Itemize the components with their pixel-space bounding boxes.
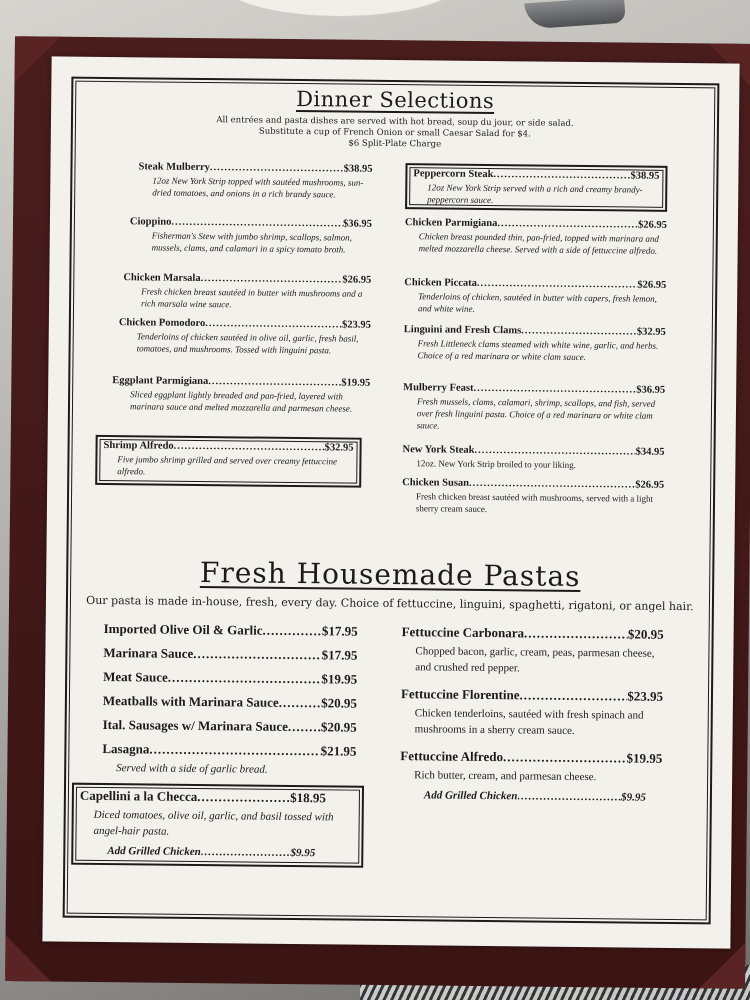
item-description: Chicken tenderloins, sautéed with fresh spinach and mushrooms in a sherry cream sauce. [414,707,644,737]
item-name: New York Steak [402,444,475,456]
item-price: $21.95 [320,743,357,759]
item-description: Rich butter, cream, and parmesan cheese. [414,769,597,784]
menu-item [109,272,371,320]
item-name: Chicken Parmigiana [404,217,498,230]
item-description: Fresh chicken breast sautéed with mushrooms, served with a light sherry cream sauce. [415,491,654,515]
item-description: Diced tomatoes, olive oil, garlic, and basil tossed with angel-hair pasta. [93,808,334,838]
menu-item [404,217,667,280]
menu-item [103,621,357,648]
featured-menu-item [405,163,667,212]
item-price: $17.95 [321,623,358,639]
menu-item [402,477,664,517]
item-name: Ital. Sausages w/ Marinara Sauce [102,716,288,734]
item-name: Mulberry Feast [403,382,474,394]
menu-item [401,624,664,689]
menu-item [109,216,372,275]
featured-menu-item [95,435,362,488]
item-price: $32.95 [324,442,354,454]
item-name: Chicken Piccata [404,277,477,289]
item-name: Meatballs with Marinara Sauce [102,692,279,710]
item-price: $36.95 [342,218,372,230]
add-on-price: $9.95 [290,846,316,860]
item-price: $38.95 [630,170,660,182]
menu-item [103,693,357,720]
item-description: 12oz. New York Strip broiled to your liking. [416,458,576,470]
item-description: Fresh mussels, clams, calamari, shrimp, scallops, and fish, served over fresh linguini pasta. Choice of a red marinara or white clam sauce. [416,396,656,431]
item-name: Steak Mulberry [138,161,211,174]
menu-item [403,382,666,447]
item-name: Eggplant Parmigiana [112,375,209,388]
item-name: Shrimp Alfredo [103,439,174,452]
add-on-label: Add Grilled Chicken [423,789,518,803]
item-description: Fresh chicken breast sautéed in butter with mushrooms and a rich marsala wine sauce. [141,286,363,310]
menu-item [102,717,356,744]
item-name: Fettuccine Florentine [400,686,520,703]
item-name: Capellini a la Checca [79,787,198,804]
item-price: $23.95 [627,688,664,704]
item-price: $38.95 [343,163,373,175]
menu-item [102,741,356,786]
menu-item [404,277,666,327]
item-name: Chicken Pomodoro [118,317,206,330]
item-description: Served with a side of garlic bread. [116,762,268,776]
pastas-subtitle: Our pasta is made in-house, fresh, every day. Choice of fettuccine, linguini, spaghetti, rigatoni, or angel hair. [86,593,694,614]
item-price: $19.95 [341,377,371,389]
menu-item [103,645,357,672]
item-description: Five jumbo shrimp grilled and served over creamy fettuccine alfredo. [117,454,338,477]
subtitle-line: $6 Split-Plate Charge [348,138,442,150]
item-name: Lasagna [102,740,150,757]
item-description: 12oz New York Strip topped with sautéed mushrooms, sun-dried tomatoes, and onions in a rich brandy sauce. [152,175,364,200]
item-description: Fisherman's Stew with jumbo shrimp, scallops, salmon, mussels, clams, and calamari in a spicy tomato broth. [151,230,353,255]
item-price: $17.95 [321,647,358,663]
add-on [79,845,355,860]
item-price: $26.95 [342,274,372,286]
add-on-label: Add Grilled Chicken [107,845,201,859]
menu-page [42,56,739,948]
item-name: Imported Olive Oil & Garlic [103,620,263,638]
item-price: $18.95 [290,789,326,806]
item-price: $26.95 [637,279,667,291]
item-price: $26.95 [635,479,665,491]
item-description: Fresh Littleneck clams steamed with white wine, garlic, and herbs. Choice of a red marinara or white clam sauce. [417,338,659,363]
item-price: $20.95 [321,695,357,711]
pastas-title: Fresh Housemade Pastas [199,556,581,593]
menu-item [108,317,371,378]
item-description: Chicken breast pounded thin, pan-fried, topped with marinara and melted mozzarella cheese. Served with a side of fettuccine alfredo. [418,231,659,256]
menu-item [402,444,664,480]
dinner-left-column [103,161,373,488]
item-price: $36.95 [636,384,666,396]
menu-item [103,669,357,696]
item-description: Chopped bacon, garlic, cream, peas, parmesan cheese, and crushed red pepper. [415,645,655,675]
item-price: $32.95 [636,326,666,338]
item-description: Tenderloins of chicken sautéed in olive oil, garlic, fresh basil, tomatoes, and mushrooms. Tossed with linguini pasta. [136,331,359,356]
item-price: $20.95 [627,626,664,642]
item-price: $20.95 [320,719,357,735]
item-name: Meat Sauce [103,668,168,685]
item-price: $19.95 [321,671,358,687]
item-price: $19.95 [626,750,663,766]
menu-item [400,686,663,751]
item-name: Cioppino [129,216,172,228]
item-price: $34.95 [635,446,665,458]
item-name: Fettuccine Alfredo [400,748,504,765]
item-name: Marinara Sauce [103,644,194,661]
corner-tab [5,935,51,981]
item-description: Sliced eggplant lightly breaded and pan-fried, layered with marinara sauce and melted mozzarella and parmesan cheese. [129,389,353,414]
item-price: $26.95 [637,219,667,231]
dinner-right-column [402,163,668,517]
item-name: Chicken Marsala [123,272,201,284]
item-name: Peppercorn Steak [413,168,494,181]
pastas-left-column [79,620,358,868]
subtitle-line: All entrées and pasta dishes are served with hot bread, soup du jour, or side salad. [216,115,574,129]
item-description: Tenderloins of chicken, sautéed in butter with capers, fresh lemon, and white wine. [417,291,658,314]
item-name: Chicken Susan [402,477,470,489]
pastas-right-column [400,624,664,804]
corner-tab [699,942,745,988]
item-name: Linguini and Fresh Clams [403,324,522,337]
featured-menu-item [71,783,364,868]
menu-item [400,748,663,804]
subtitle-line: Substitute a cup of French Onion or small Caesar Salad for $4. [258,126,531,140]
item-price: $23.95 [341,319,371,331]
item-name: Fettuccine Carbonara [401,624,525,641]
add-on-price: $9.95 [621,791,646,804]
menu-item [403,324,666,385]
dinner-title: Dinner Selections [296,86,495,114]
item-description: 12oz New York Strip served with a rich and creamy brandy-peppercorn sauce. [427,182,643,206]
menu-item [110,161,373,219]
menu-item [108,375,371,438]
